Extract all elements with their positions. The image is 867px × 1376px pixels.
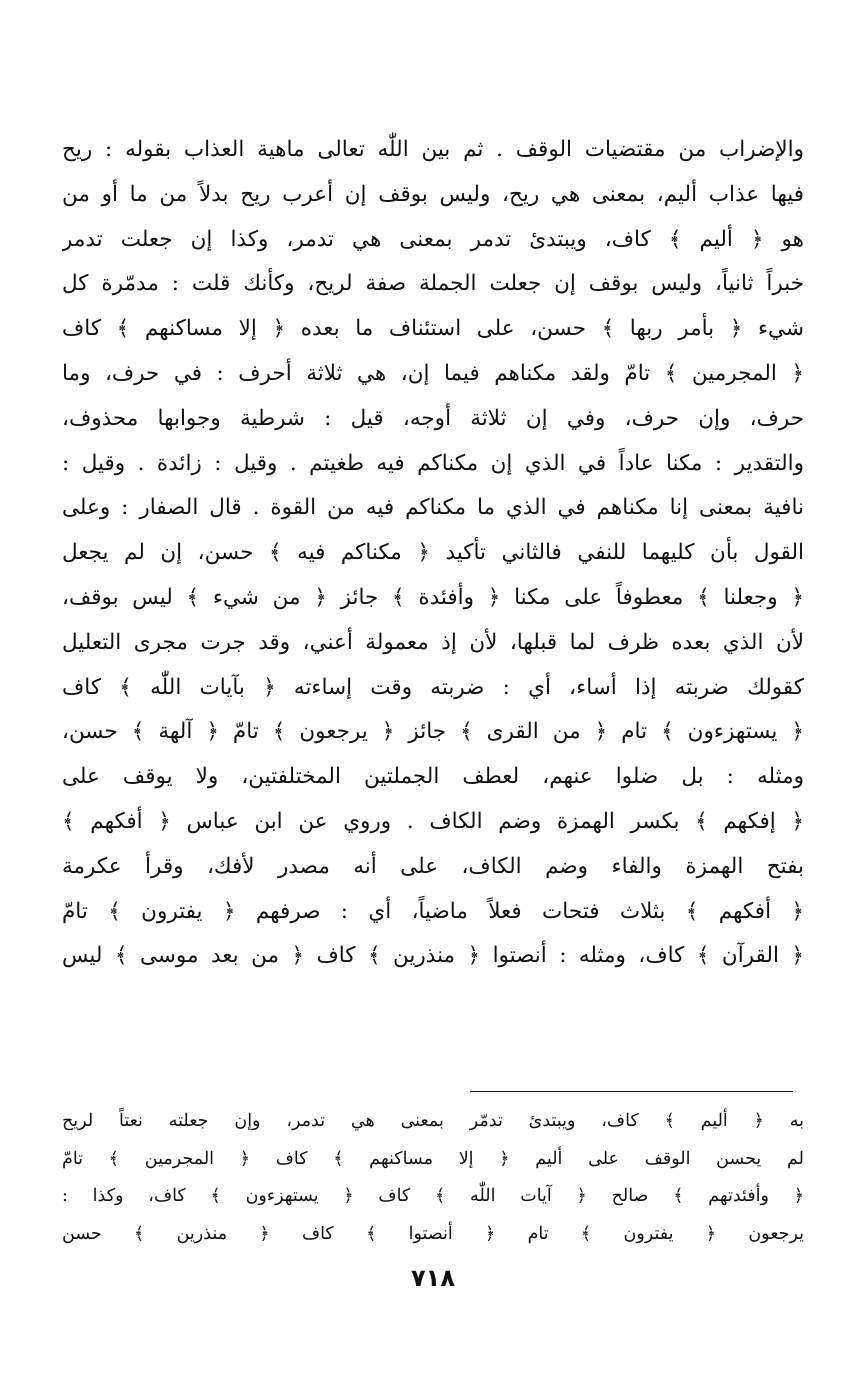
footnote-line: يرجعون ﴿ يفترون ﴾ تام ﴿ أنصتوا ﴾ كاف ﴿ منذرين ﴾ حسن	[62, 1224, 804, 1245]
footnote-line: ﴿ وأفئدتهم ﴾ صالح ﴿ آيات اللّٰه ﴾ كاف ﴿ يستهزءون ﴾ كاف، وكذا :	[62, 1186, 804, 1207]
text-line: القول بأن كليهما للنفي فالثاني تأكيد ﴿ مكناكم فيه ﴾ حسن، إن لم يجعل	[62, 540, 804, 566]
text-line: ﴿ وجعلنا ﴾ معطوفاً على مكنا ﴿ وأفئدة ﴾ جائز ﴿ من شيء ﴾ ليس بوقف،	[62, 584, 804, 610]
footnote-divider	[470, 1091, 793, 1092]
footnote-line: لم يحسن الوقف على أليم ﴿ إلا مساكنهم ﴾ كاف ﴿ المجرمين ﴾ تامّ	[62, 1148, 804, 1169]
text-line: شيء ﴿ بأمر ربها ﴾ حسن، على استئناف ما بعده ﴿ إلا مساكنهم ﴾ كاف	[62, 316, 804, 342]
page-number: ٧١٨	[411, 1264, 455, 1292]
text-line: والتقدير : مكنا عاداً في الذي إن مكناكم فيه طغيتم . وقيل : زائدة . وقيل :	[62, 450, 804, 476]
footnotes-block	[62, 1103, 804, 1254]
text-line: حرف، وإن حرف، وفي إن ثلاثة أوجه، قيل : شرطية وجوابها محذوف،	[62, 405, 804, 431]
text-line: ﴿ أفكهم ﴾ بثلاث فتحات فعلاً ماضياً، أي : صرفهم ﴿ يفترون ﴾ تامّ	[62, 898, 804, 924]
text-line: لأن الذي بعده ظرف لما قبلها، لأن إذ معمولة أعني، وقد جرت مجرى التعليل	[62, 629, 804, 655]
text-line: خبراً ثانياً، وليس بوقف إن جعلت الجملة صفة لريح، وكأنك قلت : مدمّرة كل	[62, 271, 804, 297]
text-line: ﴿ إفكهم ﴾ بكسر الهمزة وضم الكاف . وروي عن ابن عباس ﴿ أفكهم ﴾	[62, 808, 804, 834]
text-line: ﴿ القرآن ﴾ كاف، ومثله : أنصتوا ﴿ منذرين ﴾ كاف ﴿ من بعد موسى ﴾ ليس	[62, 943, 804, 969]
main-text-block	[62, 128, 804, 979]
text-line: هو ﴿ أليم ﴾ كاف، ويبتدئ تدمر بمعنى هي تدمر، وكذا إن جعلت تدمر	[62, 226, 804, 252]
text-line: ﴿ يستهزءون ﴾ تام ﴿ من القرى ﴾ جائز ﴿ يرجعون ﴾ تامّ ﴿ آلهة ﴾ حسن،	[62, 719, 804, 745]
text-line: ﴿ المجرمين ﴾ تامّ ولقد مكناهم فيما إن، هي ثلاثة أحرف : في حرف، وما	[62, 360, 804, 386]
text-line: ومثله : بل ضلوا عنهم، لعطف الجملتين المختلفتين، ولا يوقف على	[62, 764, 804, 790]
footnote-line: به ﴿ أليم ﴾ كاف، ويبتدئ تدمّر بمعنى هي تدمر، وإن جعلته نعتاً لريح	[62, 1111, 804, 1131]
text-line: بفتح الهمزة والفاء وضم الكاف، على أنه مصدر لأفك، وقرأ عكرمة	[62, 853, 804, 879]
text-line: كقولك ضربته إذا أساء، أي : ضربته وقت إساءته ﴿ بآيات اللّٰه ﴾ كاف	[62, 674, 804, 700]
text-line: فيها عذاب أليم، بمعنى هي ريح، وليس بوقف إن أعرب ريح بدلاً من ما أو من	[62, 181, 804, 207]
text-line: نافية بمعنى إنا مكناهم في الذي ما مكناكم فيه من القوة . قال الصفار : وعلى	[62, 495, 804, 521]
text-line: والإضراب من مقتضيات الوقف . ثم بين اللّٰه تعالى ماهية العذاب بقوله : ريح	[62, 137, 804, 162]
